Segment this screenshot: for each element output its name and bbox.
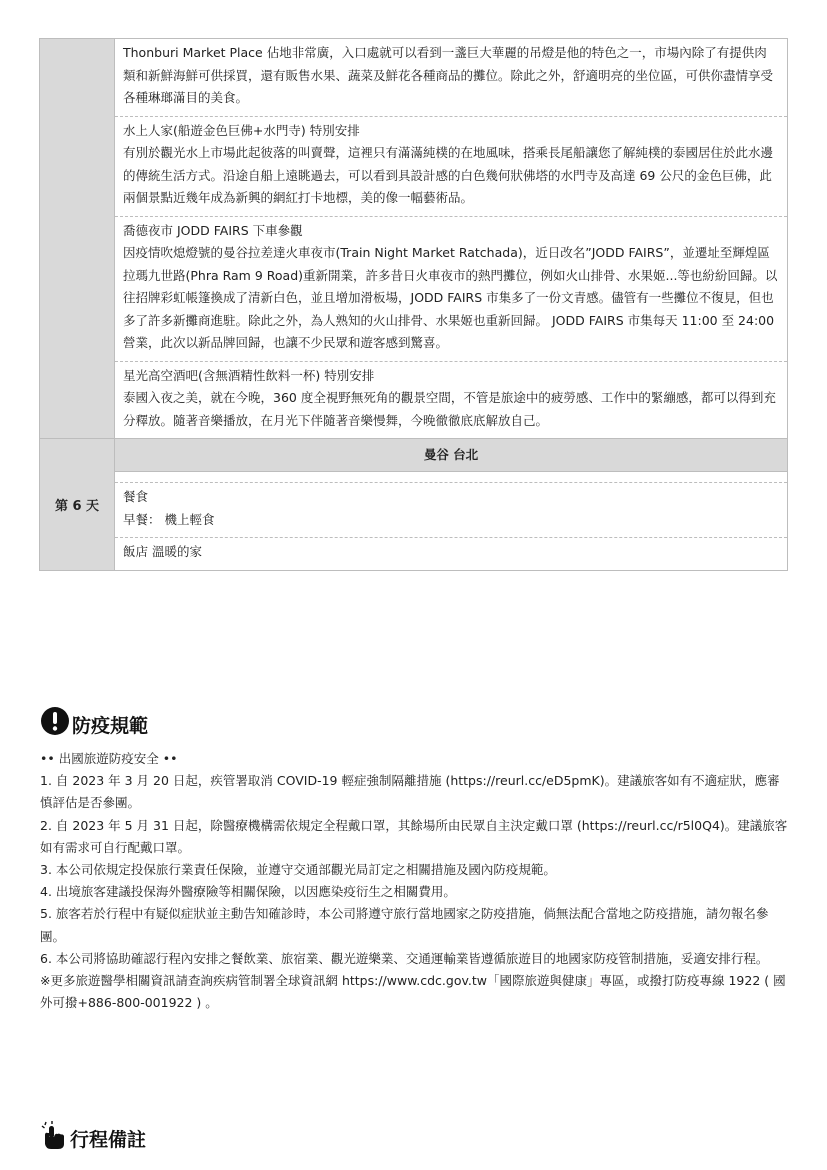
meals-title: 餐食: [123, 489, 149, 504]
note-line: 1. 自 2023 年 3 月 20 日起，疾管署取消 COVID-19 輕症強制隔離措施 (https://reurl.cc/eD5pmK)。建議旅客如有不適症狀，應審慎評估是否參團。: [40, 773, 780, 811]
note-line: 2. 自 2023 年 5 月 31 日起，除醫療機構需依規定全程戴口罩，其餘場所由民眾自主決定戴口罩 (https://reurl.cc/r5l0Q4)。建議旅客如有需求可自行配戴口罩。: [40, 817, 788, 855]
note-line: 4. 出境旅客建議投保海外醫療險等相關保險，以因應染疫衍生之相關費用。: [40, 884, 456, 900]
block-title: 喬德夜市 JODD FAIRS 下車參觀: [123, 222, 303, 238]
day5-row: [40, 39, 788, 439]
remarks-section-title: [40, 1117, 146, 1152]
block-text: 有別於觀光水上市場此起彼落的叫賣聲，這裡只有滿滿純樸的在地風味，搭乘長尾船讓您了解純樸的泰國居住於此水邊的傳統生活方式。沿途自船上遠眺過去，可以看到具設計感的白色幾何狀佛塔的水門寺及高達 69 公尺的金色巨佛，此兩個景點近幾年成為新興的網紅打卡地標，美的像一幅藝術品。: [123, 145, 774, 205]
note-line: 6. 本公司將協助確認行程內安排之餐飲業、旅宿業、觀光遊樂業、交通運輸業皆遵循旅遊目的地國家防疫管制措施，妥適安排行程。: [40, 950, 769, 966]
hotel-block: [115, 538, 787, 570]
note-line: 3. 本公司依規定投保旅行業責任保險，並遵守交通部觀光局訂定之相關措施及國內防疫規範。: [40, 862, 556, 878]
block-title: 水上人家(船遊金色巨佛+水門寺) 特別安排: [123, 122, 360, 138]
epidemic-section-title: [40, 703, 148, 738]
note-line: ※更多旅遊醫學相關資訊請查詢疾病管制署全球資訊網 https://www.cdc.gov.tw「國際旅遊與健康」專區，或撥打防疫專線 1922 ( 國外可撥+886-800-001922 ) 。: [40, 973, 786, 1011]
itinerary-table: [39, 38, 788, 571]
epidemic-title: 防疫規範: [72, 715, 149, 737]
block-title: 星光高空酒吧(含無酒精性飲料一杯) 特別安排: [123, 367, 375, 383]
itinerary-block: [115, 117, 787, 217]
pointing-hand-icon: [40, 1120, 68, 1150]
itinerary-block: [115, 39, 787, 117]
epidemic-notes: [40, 748, 790, 1014]
exclamation-circle-icon: [40, 706, 70, 736]
itinerary-block: [115, 362, 787, 439]
day6-content-cell: [115, 439, 788, 571]
note-line: 5. 旅客若於行程中有疑似症狀並主動告知確診時，本公司將遵守旅行當地國家之防疫措施，倘無法配合當地之防疫措施，請勿報名參團。: [40, 906, 769, 944]
block-text: 因疫情吹熄燈號的曼谷拉差達火車夜市(Train Night Market Ratchada)，近日改名”JODD FAIRS”，並遷址至輝煌區拉瑪九世路(Phra Ram 9 Road)重新開業，許多昔日火車夜市的熱門攤位，例如火山排骨、水果姬...等也紛紛回歸。以往招牌彩虹帳篷換成了清新白色，並且增加滑板場，JODD FAIRS 市集多了一份文青感。儘管有一些攤位不復見，但也多了許多新攤商進駐。除此之外，為人熟知的火山排骨、水果姬也重新回歸。 JODD FAIRS 市集每天 11:00 至 24:00 營業，此次以新品牌回歸，也讓不少民眾和遊客感到驚喜。: [123, 245, 778, 350]
note-line: •• 出國旅遊防疫安全 ••: [40, 751, 178, 766]
divider: [115, 472, 787, 483]
block-text: 泰國入夜之美，就在今晚，360 度全視野無死角的觀景空間，不管是旅途中的疲勞感、工作中的緊繃感，都可以得到充分釋放。隨著音樂播放，在月光下伴隨著音樂慢舞，今晚徹徹底底解放自己。: [123, 390, 776, 428]
itinerary-block: [115, 217, 787, 362]
remarks-title: 行程備註: [70, 1129, 147, 1151]
day5-day-cell: [40, 39, 115, 439]
day6-route: 曼谷 台北: [115, 439, 787, 472]
block-text: Thonburi Market Place 佔地非常廣，入口處就可以看到一盞巨大華麗的吊燈是他的特色之一，市場內除了有提供肉類和新鮮海鮮可供採買，還有販售水果、蔬菜及鮮花各種商品的攤位。除此之外，舒適明亮的坐位區，可供你盡情享受各種琳瑯滿目的美食。: [123, 45, 774, 105]
day6-row: [40, 439, 788, 571]
day6-label: 第 6 天: [40, 439, 115, 571]
day5-content-cell: [115, 39, 788, 439]
hotel-text: 飯店 溫暖的家: [123, 544, 202, 559]
meals-block: [115, 483, 787, 538]
breakfast-text: 早餐： 機上輕食: [123, 511, 215, 527]
